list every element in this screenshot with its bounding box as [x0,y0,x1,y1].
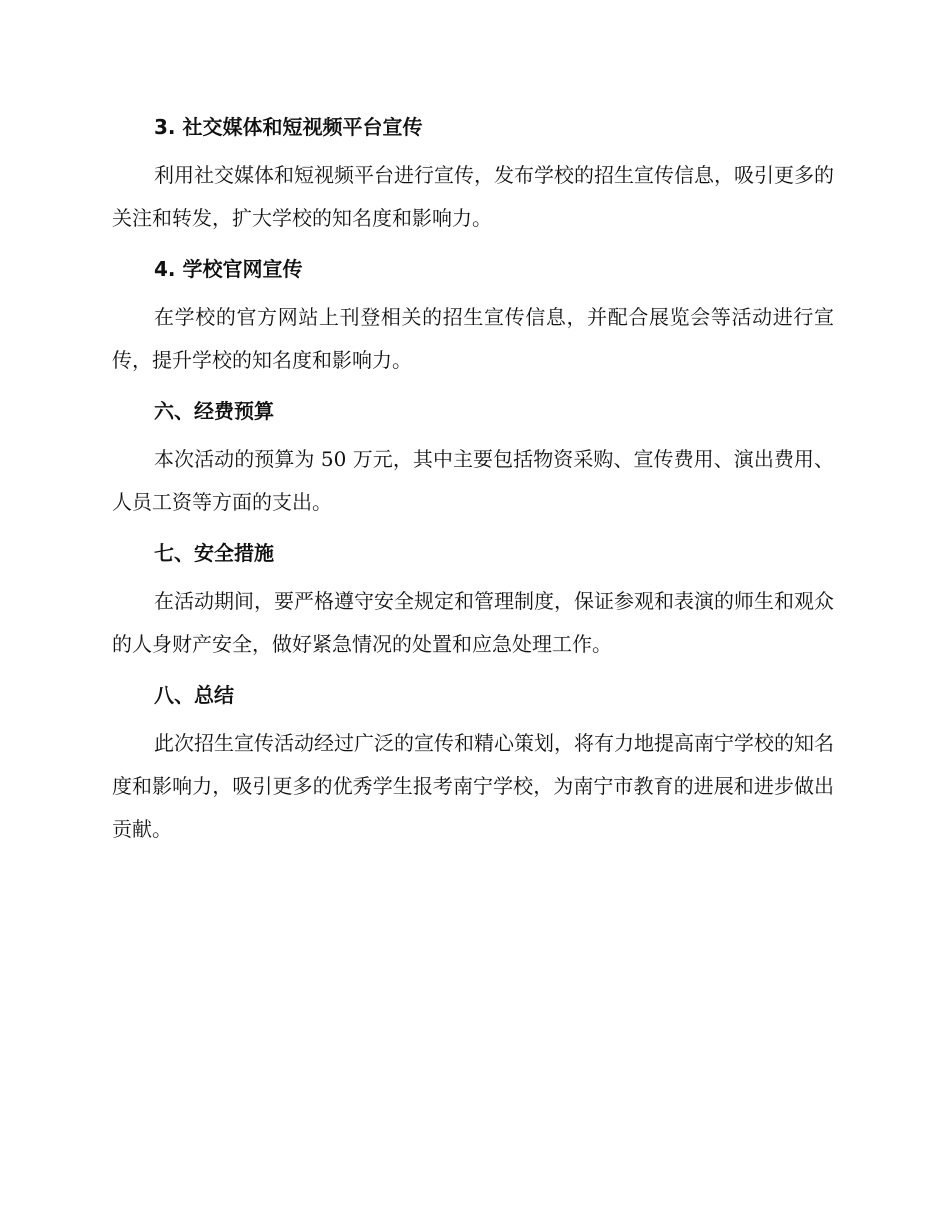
section-heading-safety: 七、安全措施 [154,541,274,565]
section-heading-budget: 六、经费预算 [154,399,274,423]
section-heading-summary: 八、总结 [154,683,234,707]
section-paragraph-safety: 在活动期间，要严格遵守安全规定和管理制度，保证参观和表演的师生和观众的人身财产安全，做好紧急情况的处置和应急处理工作。 [112,589,834,656]
section-paragraph-budget: 本次活动的预算为 50 万元，其中主要包括物资采购、宣传费用、演出费用、人员工资等方面的支出。 [112,447,834,514]
section-paragraph-school-website: 在学校的官方网站上刊登相关的招生宣传信息，并配合展览会等活动进行宣传，提升学校的知名度和影响力。 [112,305,834,372]
section-heading-social-media: 3. 社交媒体和短视频平台宣传 [154,115,423,139]
section-heading-school-website: 4. 学校官网宣传 [154,257,303,281]
section-paragraph-summary: 此次招生宣传活动经过广泛的宣传和精心策划，将有力地提高南宁学校的知名度和影响力，吸引更多的优秀学生报考南宁学校，为南宁市教育的进展和进步做出贡献。 [112,731,834,841]
document-body [112,110,834,863]
section-paragraph-social-media: 利用社交媒体和短视频平台进行宣传，发布学校的招生宣传信息，吸引更多的关注和转发，扩大学校的知名度和影响力。 [112,163,834,230]
